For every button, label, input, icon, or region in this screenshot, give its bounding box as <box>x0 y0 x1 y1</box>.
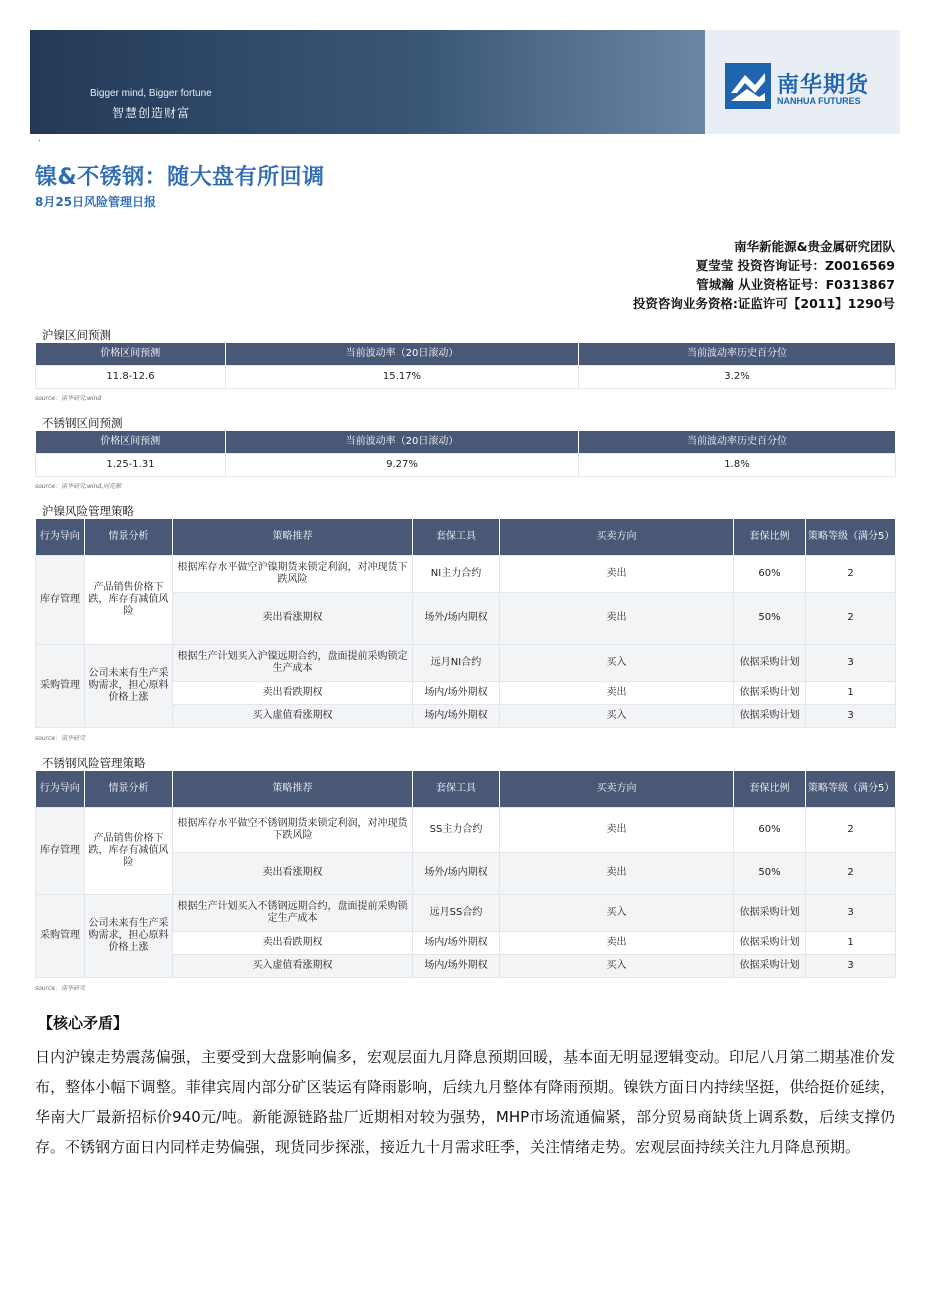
col-header: 情景分析 <box>85 771 173 807</box>
tool-cell: 场内/场外期权 <box>413 681 500 704</box>
grade-cell: 3 <box>806 894 896 931</box>
behavior-cell: 库存管理 <box>36 555 85 644</box>
slogan-cn: 智慧创造财富 <box>112 106 191 120</box>
table-header-row <box>36 771 896 807</box>
grade-cell: 3 <box>806 704 896 727</box>
col-header: 行为导向 <box>36 771 85 807</box>
ratio-cell: 50% <box>734 852 806 894</box>
source-note: source：南华研究,wind,同花顺 <box>35 483 122 490</box>
tool-cell: 场内/场外期权 <box>413 954 500 977</box>
col-header: 情景分析 <box>85 519 173 555</box>
ratio-cell: 依据采购计划 <box>734 704 806 727</box>
col-header: 策略等级（满分5） <box>806 771 896 807</box>
table-row <box>36 366 896 389</box>
tool-cell: 场外/场内期权 <box>413 592 500 644</box>
ratio-cell: 依据采购计划 <box>734 894 806 931</box>
ni-strategy-table <box>35 519 896 728</box>
col-header: 买卖方向 <box>500 519 734 555</box>
grade-cell: 1 <box>806 681 896 704</box>
logo-text-en: NANHUA FUTURES <box>777 96 861 106</box>
core-section-text: 日内沪镍走势震荡偏强，主要受到大盘影响偏多，宏观层面九月降息预期回暖，基本面无明显逻辑变动。印尼八月第二期基准价发布，整体小幅下调整。菲律宾周内部分矿区装运有降雨影响，后续九月整体有降雨预期。镍铁方面日内持续坚挺，供给挺价延续，华南大厂最新招标价940元/吨。新能源链路盐厂近期相对较为强势，MHP市场流通偏紧，部分贸易商缺货上调系数，后续支撑仍存。不锈钢方面日内同样走势偏强，现货同步探涨，接近九十月需求旺季，关注情绪走势。宏观层面持续关注九月降息预期。 <box>35 1048 895 1156</box>
strategy-cell: 卖出看涨期权 <box>173 852 413 894</box>
page-subtitle: 8月25日风险管理日报 <box>35 195 157 209</box>
ratio-cell: 依据采购计划 <box>734 931 806 954</box>
col-header: 策略等级（满分5） <box>806 519 896 555</box>
scenario-cell: 产品销售价格下跌，库存有减值风险 <box>85 807 173 894</box>
logo-text-cn: 南华期货 <box>777 73 870 98</box>
nanhua-logo-icon <box>725 63 771 109</box>
table-row <box>36 454 896 477</box>
ratio-cell: 60% <box>734 555 806 592</box>
strategy-cell: 根据库存水平做空不锈钢期货来锁定利润，对冲现货下跌风险 <box>173 807 413 852</box>
strategy-cell: 卖出看涨期权 <box>173 592 413 644</box>
strategy-cell: 根据生产计划买入不锈钢远期合约，盘面提前采购锁定生产成本 <box>173 894 413 931</box>
grade-cell: 2 <box>806 555 896 592</box>
col-header: 当前波动率历史百分位 <box>579 431 896 454</box>
volatility-cell: 9.27% <box>226 454 579 477</box>
tool-cell: SS主力合约 <box>413 807 500 852</box>
behavior-cell: 库存管理 <box>36 807 85 894</box>
grade-cell: 2 <box>806 592 896 644</box>
strategy-cell: 买入虚值看涨期权 <box>173 704 413 727</box>
tool-cell: 远月NI合约 <box>413 644 500 681</box>
table-row <box>36 644 896 681</box>
ratio-cell: 依据采购计划 <box>734 681 806 704</box>
direction-cell: 卖出 <box>500 555 734 592</box>
direction-cell: 卖出 <box>500 852 734 894</box>
table-row <box>36 555 896 592</box>
table-header-row <box>36 343 896 366</box>
ni-range-label: 沪镍区间预测 <box>42 328 111 342</box>
ss-range-table <box>35 431 896 477</box>
col-header: 套保比例 <box>734 771 806 807</box>
team-info <box>633 237 895 313</box>
table-header-row <box>36 431 896 454</box>
direction-cell: 卖出 <box>500 592 734 644</box>
grade-cell: 2 <box>806 852 896 894</box>
page-title: 镍&不锈钢：随大盘有所回调 <box>35 165 325 190</box>
col-header: 价格区间预测 <box>36 343 226 366</box>
tool-cell: 远月SS合约 <box>413 894 500 931</box>
table-row <box>36 807 896 852</box>
table-row <box>36 894 896 931</box>
direction-cell: 卖出 <box>500 807 734 852</box>
col-header: 策略推荐 <box>173 771 413 807</box>
ratio-cell: 50% <box>734 592 806 644</box>
source-note: source：南华研究,wind <box>35 395 102 402</box>
table-header-row <box>36 519 896 555</box>
col-header: 套保工具 <box>413 771 500 807</box>
col-header: 买卖方向 <box>500 771 734 807</box>
grade-cell: 3 <box>806 954 896 977</box>
logo <box>705 30 900 134</box>
ratio-cell: 依据采购计划 <box>734 954 806 977</box>
ratio-cell: 60% <box>734 807 806 852</box>
scenario-cell: 公司未来有生产采购需求，担心原料价格上涨 <box>85 894 173 977</box>
col-header: 价格区间预测 <box>36 431 226 454</box>
ni-range-table <box>35 343 896 389</box>
ss-strategy-table <box>35 771 896 978</box>
slogan-en: Bigger mind, Bigger fortune <box>90 88 212 99</box>
direction-cell: 买入 <box>500 894 734 931</box>
direction-cell: 买入 <box>500 644 734 681</box>
range-cell: 1.25-1.31 <box>36 454 226 477</box>
grade-cell: 2 <box>806 807 896 852</box>
ss-strategy-label: 不锈钢风险管理策略 <box>42 756 146 770</box>
strategy-cell: 根据库存水平做空沪镍期货来锁定利润，对冲现货下跌风险 <box>173 555 413 592</box>
ratio-cell: 依据采购计划 <box>734 644 806 681</box>
team-name: 南华新能源&贵金属研究团队 <box>734 239 895 254</box>
col-header: 套保比例 <box>734 519 806 555</box>
direction-cell: 卖出 <box>500 681 734 704</box>
source-note: source：南华研究 <box>35 985 86 992</box>
source-note: source：南华研究 <box>35 735 86 742</box>
direction-cell: 买入 <box>500 704 734 727</box>
behavior-cell: 采购管理 <box>36 644 85 727</box>
strategy-cell: 买入虚值看涨期权 <box>173 954 413 977</box>
strategy-cell: 卖出看跌期权 <box>173 931 413 954</box>
analyst-2: 管城瀚 从业资格证号：F0313867 <box>696 277 895 292</box>
col-header: 行为导向 <box>36 519 85 555</box>
col-header: 当前波动率（20日滚动） <box>226 431 579 454</box>
grade-cell: 3 <box>806 644 896 681</box>
col-header: 策略推荐 <box>173 519 413 555</box>
ss-range-label: 不锈钢区间预测 <box>42 416 123 430</box>
tool-cell: 场外/场内期权 <box>413 852 500 894</box>
percentile-cell: 1.8% <box>579 454 896 477</box>
license-info: 投资咨询业务资格:证监许可【2011】1290号 <box>632 296 895 311</box>
behavior-cell: 采购管理 <box>36 894 85 977</box>
grade-cell: 1 <box>806 931 896 954</box>
col-header: 当前波动率（20日滚动） <box>226 343 579 366</box>
scenario-cell: 公司未来有生产采购需求，担心原料价格上涨 <box>85 644 173 727</box>
tool-cell: 场内/场外期权 <box>413 704 500 727</box>
col-header: 当前波动率历史百分位 <box>579 343 896 366</box>
direction-cell: 买入 <box>500 954 734 977</box>
scenario-cell: 产品销售价格下跌，库存有减值风险 <box>85 555 173 644</box>
range-cell: 11.8-12.6 <box>36 366 226 389</box>
analyst-1: 夏莹莹 投资咨询证号：Z0016569 <box>695 258 895 273</box>
col-header: 套保工具 <box>413 519 500 555</box>
strategy-cell: 根据生产计划买入沪镍远期合约，盘面提前采购锁定生产成本 <box>173 644 413 681</box>
direction-cell: 卖出 <box>500 931 734 954</box>
tool-cell: NI主力合约 <box>413 555 500 592</box>
percentile-cell: 3.2% <box>579 366 896 389</box>
volatility-cell: 15.17% <box>226 366 579 389</box>
header-banner <box>30 30 900 134</box>
core-section-title: 【核心矛盾】 <box>38 1014 129 1032</box>
bullet-dot: · <box>38 136 42 147</box>
ni-strategy-label: 沪镍风险管理策略 <box>42 504 134 518</box>
strategy-cell: 卖出看跌期权 <box>173 681 413 704</box>
tool-cell: 场内/场外期权 <box>413 931 500 954</box>
